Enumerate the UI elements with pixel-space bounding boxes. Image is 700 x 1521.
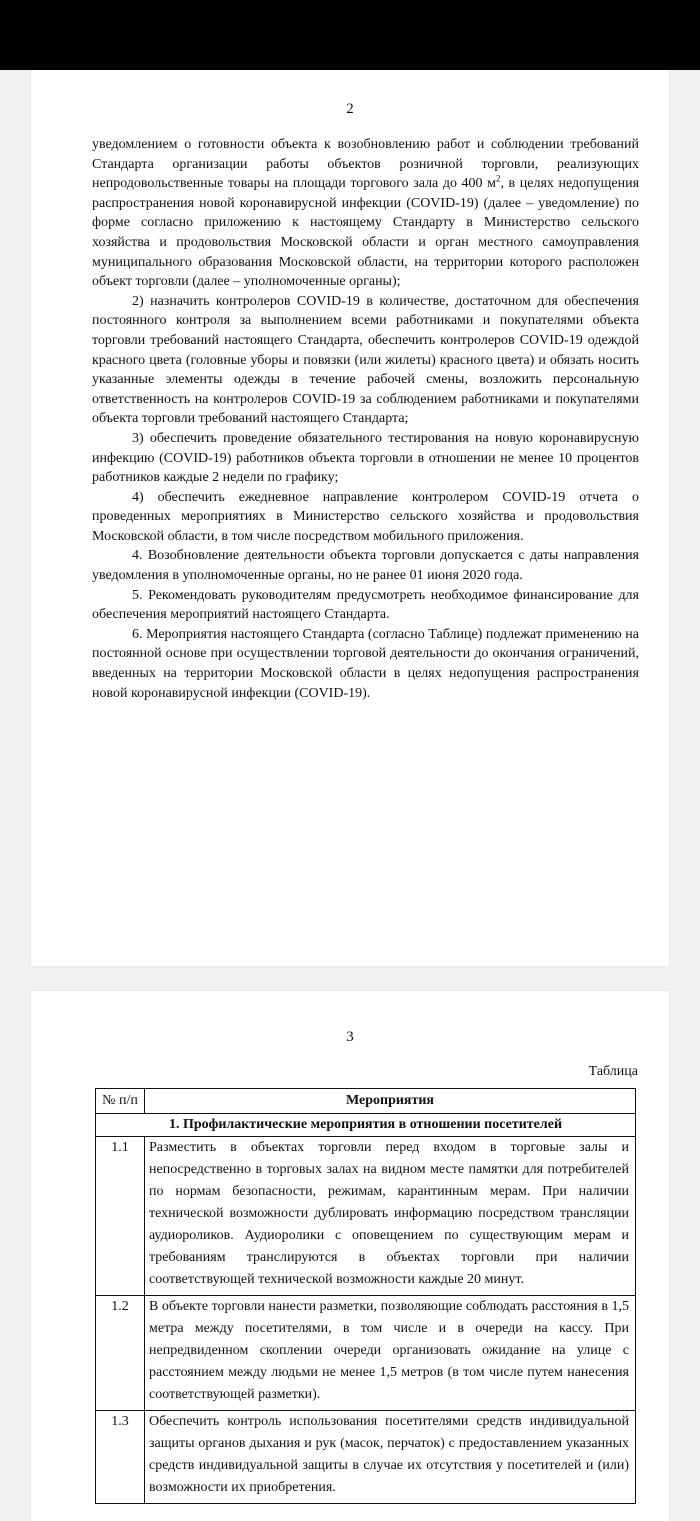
- row-text: Разместить в объектах торговли перед входом в торговые залы и непосредственно в торговых залах на видном месте памятки для потребителей по нормам безопасности, режимам, карантинным мерам. При наличии технической возможности дублировать информацию посредством трансляции аудиороликов. Аудиоролики с оповещением по существующим мерам и требованиям транслируются в объектах торговли при наличии соответствующей технической возможности каждые 20 минут.: [145, 1137, 636, 1296]
- row-number: 1.3: [96, 1411, 145, 1504]
- measures-table: [95, 1088, 636, 1504]
- superscript: 2: [495, 173, 501, 184]
- table-caption: Таблица: [588, 1064, 638, 1079]
- table-row: [96, 1411, 636, 1504]
- row-text: В объекте торговли нанести разметки, позволяющие соблюдать расстояния в 1,5 метра между посетителями, в том числе и в очереди на кассу. При непредвиденном скоплении очереди организовать ожидание на улице с расстоянием между людьми не менее 1,5 метров (в том числе путем нанесения соответствующей разметки).: [145, 1296, 636, 1411]
- document-page-2: [31, 70, 669, 966]
- row-number: 1.2: [96, 1296, 145, 1411]
- header-num: № п/п: [96, 1089, 145, 1114]
- row-number: 1.1: [96, 1137, 145, 1296]
- page-text: [92, 135, 639, 703]
- table-row: [96, 1137, 636, 1296]
- section-title: 1. Профилактические мероприятия в отношении посетителей: [96, 1114, 636, 1137]
- page-number: 2: [346, 101, 354, 117]
- paragraph-clause-6: 6. Мероприятия настоящего Стандарта (согласно Таблице) подлежат применению на постоянной основе при осуществлении торговой деятельности до окончания ограничений, введенных на территории Московской области в целях недопущения распространения новой коронавирусной инфекции (COVID-19).: [92, 626, 639, 701]
- table-row: [96, 1296, 636, 1411]
- row-text: Обеспечить контроль использования посетителями средств индивидуальной защиты органов дыхания и рук (масок, перчаток) с предоставлением указанных средств индивидуальной защиты в случае их отсутствия у посетителей и (или) возможности их приобретения.: [145, 1411, 636, 1504]
- paragraph-notification: уведомлением о готовности объекта к возобновлению работ и соблюдении требований Стандарта организации работы объектов розничной торговли, реализующих непродовольственные товары на площади торгового зала до 400 $м^2$, в целях недопущения распространения новой коронавирусной инфекции (COVID-19) (далее – уведомление) по форме согласно приложению к настоящему Стандарту в Министерство сельского хозяйства и продовольствия Московской области и орган местного самоуправления муниципального образования Московской области, на территории которого расположен объект торговли (далее – уполномоченные органы);: [92, 137, 640, 290]
- top-bar: [0, 0, 700, 70]
- paragraph-item-2: 2) назначить контролеров COVID-19 в количестве, достаточном для обеспечения постоянного контроля за выполнением всеми работниками и покупателями объекта торговли требований настоящего Стандарта, обеспечить контролеров COVID-19 одеждой красного цвета (головные уборы и повязки (или жилеты) красного цвета) и обязать носить указанные элементы одежды в течение рабочей смены, возложить персональную ответственность на контролеров COVID-19 за соблюдением работниками и покупателями объекта торговли требований настоящего Стандарта;: [92, 293, 639, 427]
- page-number: 3: [346, 1029, 354, 1045]
- paragraph-item-3: 3) обеспечить проведение обязательного тестирования на новую коронавирусную инфекцию (COVID-19) работников объекта торговли в отношении не менее 10 процентов работников каждые 2 недели по графику;: [92, 430, 639, 486]
- table-header: [96, 1089, 636, 1114]
- paragraph-clause-4: 4. Возобновление деятельности объекта торговли допускается с даты направления уведомления в уполномоченные органы, но не ранее 01 июня 2020 года.: [92, 548, 639, 584]
- paragraph-item-4: 4) обеспечить ежедневное направление контролером COVID-19 отчета о проведенных мероприятиях в Министерство сельского хозяйства и продовольствия Московской области, в том числе посредством мобильного приложения.: [92, 489, 639, 544]
- document-page-3: [31, 991, 669, 1521]
- paragraph-clause-5: 5. Рекомендовать руководителям предусмотреть необходимое финансирование для обеспечения мероприятий настоящего Стандарта.: [92, 587, 639, 623]
- header-title: Мероприятия: [145, 1089, 636, 1114]
- section-row: [96, 1114, 636, 1137]
